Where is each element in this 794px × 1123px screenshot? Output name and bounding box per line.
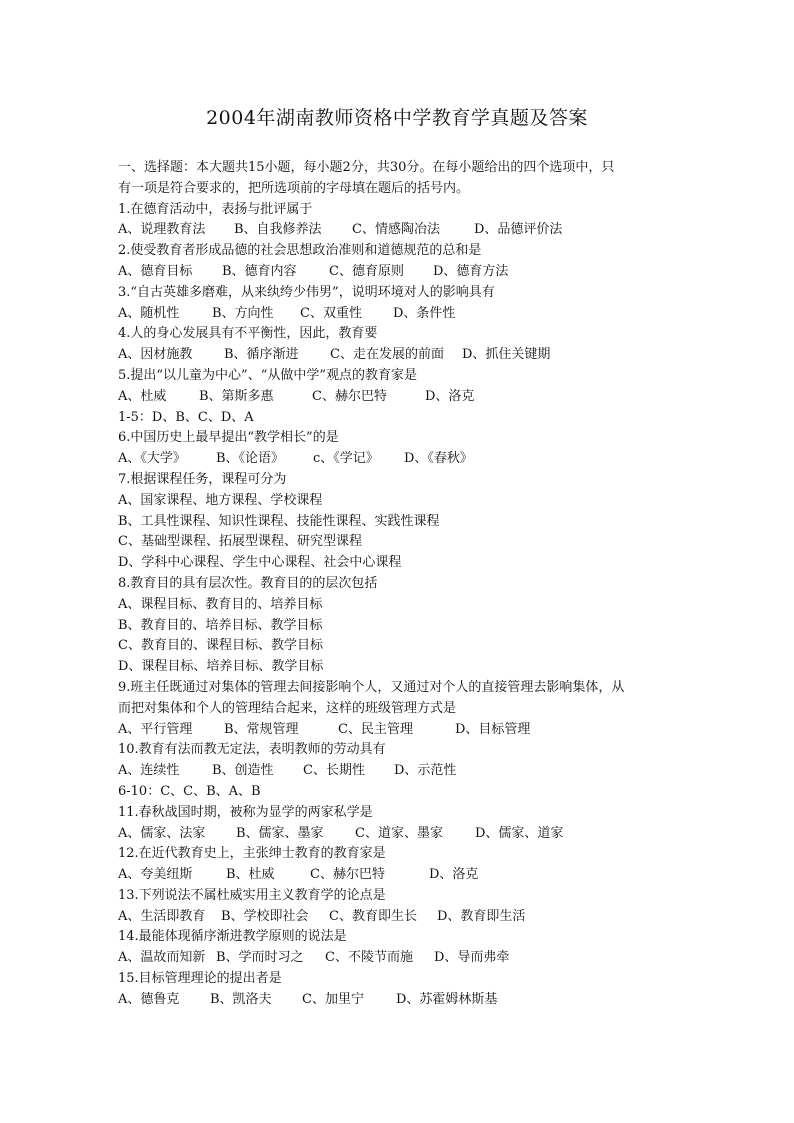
option-d: D、目标管理 [455, 721, 531, 737]
option-d: D、洛克 [429, 867, 479, 883]
option-a: A、儒家、法家 [118, 825, 206, 841]
option-b: B、德育内容 [222, 263, 297, 279]
option-b: B、第斯多惠 [199, 388, 274, 404]
question-stem: 2.使受教育者形成品德的社会思想政治准则和道德规范的总和是 [118, 243, 482, 259]
option-a: A、《大学》 [118, 451, 186, 467]
option-a: A、平行管理 [118, 721, 193, 737]
option-d: D、学科中心课程、学生中心课程、社会中心课程 [118, 555, 402, 571]
option-d: D、儒家、道家 [475, 825, 564, 841]
question-stem: 8.教育目的具有层次性。教育目的的层次包括 [118, 575, 378, 591]
question-stem: 4.人的身心发展具有不平衡性，因此，教育要 [118, 326, 378, 342]
option-d: D、苏霍姆林斯基 [396, 991, 498, 1007]
answer-key: 1-5：D、B、C、D、A [118, 409, 254, 425]
option-row [118, 220, 678, 241]
option-c: C、双重性 [300, 305, 362, 321]
option-row [118, 345, 678, 366]
instructions-line: 一、选择题：本大题共15小题，每小题2分，共30分。在每小题给出的四个选项中，只 [118, 160, 615, 175]
option-c: C、加里宁 [302, 991, 364, 1007]
option-d: D、条件性 [393, 305, 456, 321]
option-b: B、杜威 [226, 867, 275, 883]
question-stem: 12.在近代教育史上，主张绅士教育的教育家是 [118, 846, 386, 862]
option-a: A、夸美纽斯 [118, 867, 193, 883]
option-b: B、常规管理 [224, 721, 299, 737]
option-a: A、因材施教 [118, 347, 193, 363]
question-stem: 6.中国历史上最早提出“教学相长”的是 [118, 430, 339, 446]
option-d: D、品德评价法 [474, 222, 563, 238]
option-c: C、道家、墨家 [355, 825, 443, 841]
option-c: c、《学记》 [313, 451, 379, 467]
option-row [118, 948, 678, 969]
question-stem: 10.教育有法而教无定法，表明教师的劳动具有 [118, 742, 386, 758]
question-stem: 1.在德育活动中，表扬与批评属于 [118, 201, 313, 217]
option-c: C、教育目的、课程目标、教学目标 [118, 638, 323, 654]
option-d: D、课程目标、培养目标、教学目标 [118, 659, 324, 675]
document-body [118, 158, 678, 1011]
answer-key: 6-10：C、C、B、A、B [118, 783, 261, 799]
option-c: C、情感陶冶法 [352, 222, 440, 238]
option-a: A、杜威 [118, 388, 167, 404]
option-a: A、国家课程、地方课程、学校课程 [118, 492, 323, 508]
option-a: A、说理教育法 [118, 222, 206, 238]
option-a: A、连续性 [118, 763, 180, 779]
option-b: B、《论语》 [216, 451, 285, 467]
option-c: C、基础型课程、拓展型课程、研究型课程 [118, 534, 362, 550]
option-row [118, 387, 678, 408]
instructions-line: 有一项是符合要求的，把所选项前的字母填在题后的括号内。 [118, 180, 470, 196]
option-d: D、导而弗牵 [434, 950, 510, 966]
option-c: C、德育原则 [329, 263, 404, 279]
option-d: D、抓住关键期 [462, 347, 551, 363]
option-a: A、德鲁克 [118, 991, 180, 1007]
option-row [118, 262, 678, 283]
option-b: B、方向性 [212, 305, 274, 321]
option-b: B、凯洛夫 [210, 991, 272, 1007]
option-row [118, 304, 678, 325]
option-a: A、课程目标、教育目的、培养目标 [118, 596, 323, 612]
question-stem-continued: 而把对集体和个人的管理结合起来，这样的班级管理方式是 [118, 700, 457, 716]
question-stem: 14.最能体现循序渐进教学原则的说法是 [118, 929, 347, 945]
option-row [118, 865, 678, 886]
option-c: C、长期性 [303, 763, 365, 779]
question-stem: 5.提出“以儿童为中心”、“从做中学”观点的教育家是 [118, 367, 417, 383]
option-b: B、学校即社会 [221, 908, 309, 924]
option-a: A、德育目标 [118, 263, 193, 279]
option-b: B、教育目的、培养目标、教学目标 [118, 617, 323, 633]
option-c: C、赫尔巴特 [312, 388, 387, 404]
option-c: C、赫尔巴特 [310, 867, 385, 883]
option-b: B、创造性 [212, 763, 274, 779]
question-stem: 3.“自古英雄多磨难，从来纨绔少伟男”，说明环境对人的影响具有 [118, 284, 495, 300]
option-c: C、走在发展的前面 [330, 347, 444, 363]
option-b: B、循序渐进 [224, 347, 299, 363]
question-stem: 9.班主任既通过对集体的管理去间接影响个人，又通过对个人的直接管理去影响集体，从 [118, 679, 625, 695]
option-d: D、洛克 [425, 388, 475, 404]
option-c: C、教育即生长 [329, 908, 417, 924]
option-d: D、教育即生活 [437, 908, 526, 924]
option-row [118, 824, 678, 845]
option-d: D、示范性 [394, 763, 457, 779]
option-row [118, 907, 678, 928]
option-b: B、工具性课程、知识性课程、技能性课程、实践性课程 [118, 513, 440, 529]
option-a: A、生活即教育 [118, 908, 206, 924]
question-stem: 7.根据课程任务，课程可分为 [118, 471, 287, 487]
option-a: A、随机性 [118, 305, 180, 321]
option-row [118, 720, 678, 741]
option-d: D、《春秋》 [404, 451, 473, 467]
document-title: 2004年湖南教师资格中学教育学真题及答案 [206, 107, 588, 129]
option-b: B、自我修养法 [234, 222, 322, 238]
question-stem: 15.目标管理理论的提出者是 [118, 971, 282, 987]
question-stem: 13.下列说法不属杜威实用主义教育学的论点是 [118, 887, 386, 903]
option-row [118, 761, 678, 782]
option-a: A、温故而知新 [118, 950, 206, 966]
option-b: B、学而时习之 [216, 950, 304, 966]
option-d: D、德育方法 [433, 263, 509, 279]
option-c: C、民主管理 [338, 721, 413, 737]
option-row [118, 449, 678, 470]
option-b: B、儒家、墨家 [236, 825, 324, 841]
option-row [118, 990, 678, 1011]
question-stem: 11.春秋战国时期，被称为显学的两家私学是 [118, 804, 373, 820]
option-c: C、不陵节而施 [325, 950, 413, 966]
